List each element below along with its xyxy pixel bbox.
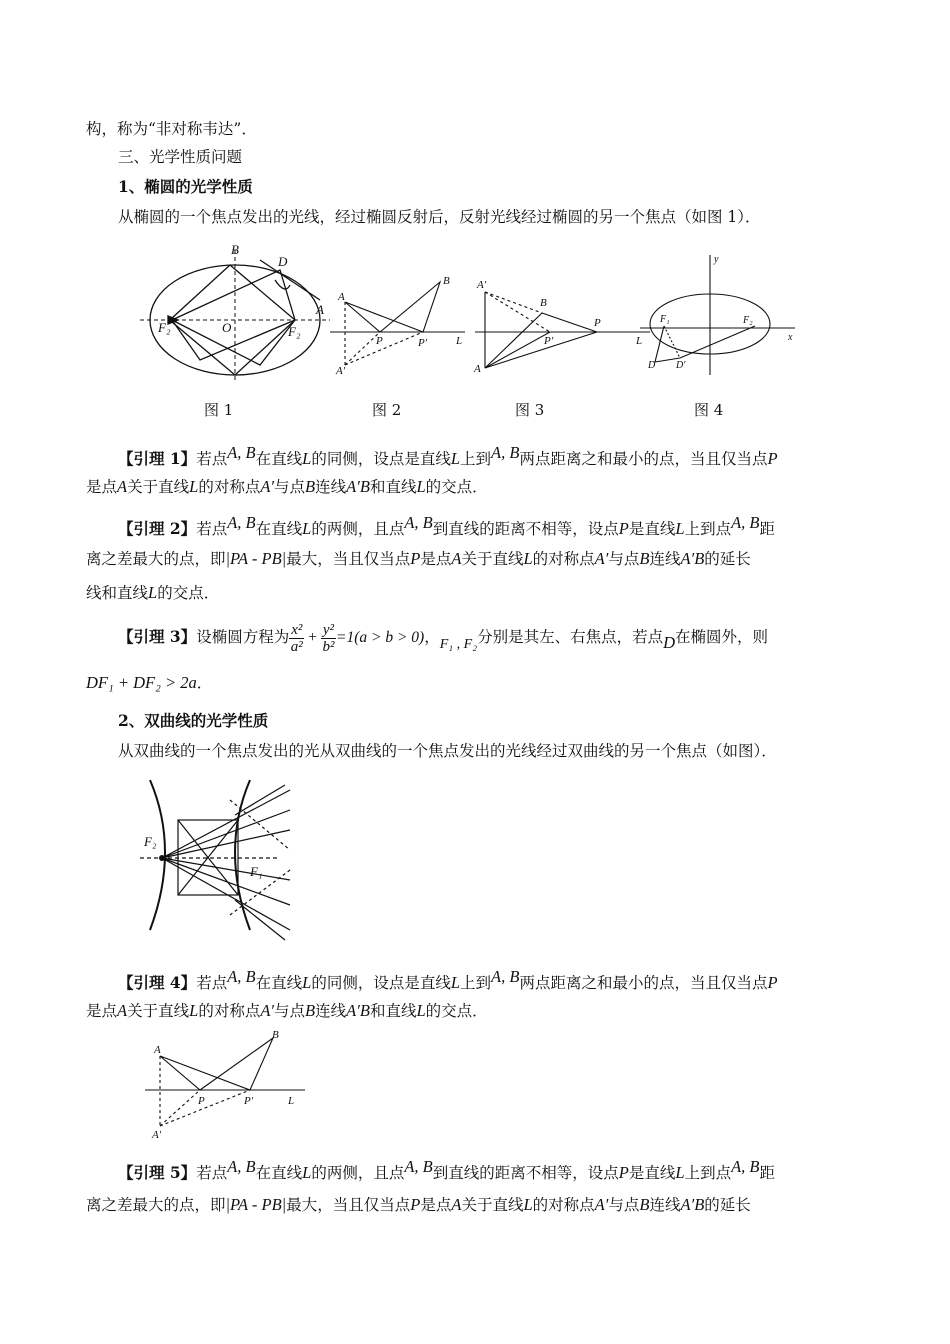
math-p: P — [410, 1195, 421, 1214]
math-l: L — [450, 449, 461, 469]
math-inequality: DF₁ + DF₂ > 2a — [86, 673, 197, 692]
figure-1-ellipse — [140, 250, 330, 380]
text: 与点 — [274, 1002, 306, 1020]
fig1-label-f2-right: F₂ — [288, 324, 301, 339]
text: 分别是其左、右焦点，若点 — [477, 628, 664, 646]
lemma-4-label: 【引理 4】 — [118, 973, 197, 993]
text: 距 — [759, 1164, 776, 1183]
math-a-prime-b: A′B — [346, 1001, 370, 1020]
text: 连线 — [315, 1002, 347, 1020]
text: 上到点 — [684, 1164, 732, 1183]
text: 最大，当且仅当点 — [286, 1196, 411, 1214]
text: 的延长 — [704, 550, 751, 568]
text: 的两侧，且点 — [311, 520, 405, 539]
math-l: L — [189, 477, 199, 496]
fraction-x-over-a — [289, 622, 304, 655]
fig3-label-p: P — [594, 317, 601, 329]
text: 的交点． — [425, 1002, 488, 1020]
text: ． — [196, 674, 213, 692]
text: 到直线的距离不相等，设点 — [432, 520, 619, 539]
figure-3-opposite-side — [475, 292, 650, 368]
math-f1-f2: F₁ , F₂ — [439, 637, 478, 652]
text: 是点 — [420, 1196, 452, 1214]
text: 在直线 — [255, 974, 303, 993]
fig5-label-a-prime: A′ — [152, 1129, 162, 1140]
text: 连线 — [649, 1196, 681, 1214]
math-l: L — [189, 1001, 199, 1020]
math-l: L — [675, 519, 685, 539]
text: 离之差最大的点，即 — [86, 550, 226, 568]
caption-fig-3: 图 3 — [515, 401, 545, 419]
text: 线和直线 — [86, 584, 149, 602]
hyperbola-text: 从双曲线的一个焦点发出的光从双曲线的一个焦点发出的光线经过双曲线的另一个焦点（如图）． — [118, 742, 777, 760]
fig5-label-a: A — [154, 1044, 161, 1056]
caption-fig-2: 图 2 — [372, 401, 402, 419]
math-ab: A, B — [227, 967, 256, 986]
text: 连线 — [315, 478, 347, 496]
text: 距 — [759, 520, 776, 539]
text: 若点 — [196, 450, 228, 469]
math-l: L — [148, 583, 158, 602]
math-p: P — [618, 519, 629, 539]
lemma-1-line-2 — [86, 476, 488, 498]
fig2-label-p-prime: P′ — [418, 337, 428, 349]
text: 连线 — [649, 550, 681, 568]
fig1-label-b: B — [231, 242, 239, 257]
text: 的延长 — [704, 1196, 751, 1214]
math-ab: A, B — [227, 513, 256, 532]
lemma-2-line-3 — [86, 582, 219, 604]
fig1-label-o: O — [222, 320, 232, 335]
math-ab: A, B — [404, 1157, 433, 1176]
math-l: L — [302, 973, 312, 993]
figure-5-same-side — [140, 1028, 310, 1140]
math-p: P — [618, 1163, 629, 1183]
fig4-label-d-prime: D′ — [676, 360, 686, 371]
lemma-5-line-2 — [86, 1194, 751, 1216]
text: 上到 — [460, 974, 492, 993]
lemma-2-line-2 — [86, 548, 751, 570]
text: 的对称点 — [532, 550, 595, 568]
text: 关于直线 — [461, 550, 524, 568]
text: 的对称点 — [198, 1002, 261, 1020]
ellipse-text: 从椭圆的一个焦点发出的光线，经过椭圆反射后，反射光线经过椭圆的另一个焦点（如图 1）． — [118, 208, 761, 226]
math-a-prime: A′ — [594, 1195, 609, 1214]
text: 若点 — [196, 520, 228, 539]
math-ab: A, B — [491, 443, 520, 462]
math-a-prime-b: A′B — [680, 1195, 705, 1214]
math-l: L — [302, 519, 312, 539]
fig4-label-f1: F₁ — [660, 314, 670, 325]
fig4-label-x: x — [788, 332, 793, 343]
text: 关于直线 — [127, 478, 190, 496]
fig1-label-f2-left: F₂ — [158, 320, 171, 335]
math-a-prime: A′ — [594, 549, 609, 568]
math-p: P — [410, 549, 421, 568]
ellipse-heading: 1、椭圆的光学性质 — [118, 177, 253, 196]
math-abs-pa-pb: |PA - PB| — [225, 549, 287, 568]
math-l: L — [416, 1001, 426, 1020]
figures-1-4 — [140, 240, 820, 390]
fig1-label-a: A — [316, 302, 324, 317]
fig5-label-p: P — [198, 1095, 205, 1107]
caption-fig-4: 图 4 — [694, 401, 724, 419]
text: 在直线 — [255, 1164, 303, 1183]
caption-fig-1: 图 1 — [204, 401, 234, 419]
fig2-label-a: A — [338, 291, 345, 303]
equation-tail: =1(a > b > 0) — [336, 629, 425, 646]
math-a: A — [451, 1195, 462, 1214]
text: 与点 — [608, 1196, 640, 1214]
fig4-label-f2: F₂ — [743, 315, 753, 326]
lemma-3-label: 【引理 3】 — [118, 627, 197, 646]
math-l: L — [675, 1163, 685, 1183]
fig2-label-p: P — [376, 335, 383, 347]
lemma-4-line-1 — [118, 966, 778, 994]
math-b: B — [639, 549, 650, 568]
math-ab: A, B — [227, 443, 256, 462]
lemma-5-line-1 — [118, 1156, 775, 1184]
text: 和直线 — [369, 1002, 417, 1020]
math-ab: A, B — [491, 967, 520, 986]
lemma-1-line-1 — [118, 442, 778, 470]
figure-hyperbola — [140, 770, 300, 945]
text: 的同侧，设点是直线 — [311, 450, 451, 469]
math-a-prime-b: A′B — [680, 549, 705, 568]
math-ab: A, B — [731, 1157, 760, 1176]
text: 的对称点 — [198, 478, 261, 496]
text: 在椭圆外，则 — [675, 628, 769, 646]
math-b: B — [639, 1195, 650, 1214]
lemma-2-line-1 — [118, 512, 775, 540]
numerator: y² — [322, 621, 335, 638]
fig5-label-l: L — [288, 1095, 295, 1107]
text: 和直线 — [369, 478, 417, 496]
text: 与点 — [608, 550, 640, 568]
text: 是点 — [86, 1002, 118, 1020]
text: 两点距离之和最小的点，当且仅当点 — [519, 450, 768, 469]
text: 到直线的距离不相等，设点 — [432, 1164, 619, 1183]
fig2-label-a-prime: A′ — [336, 365, 346, 377]
fig3-label-l: L — [636, 335, 643, 347]
text: 两点距离之和最小的点，当且仅当点 — [519, 974, 768, 993]
fig4-label-y: y — [714, 254, 719, 265]
text: 在直线 — [255, 450, 303, 469]
math-l: L — [416, 477, 426, 496]
math-l: L — [302, 449, 312, 469]
text: 的交点． — [425, 478, 488, 496]
math-a-prime: A′ — [260, 1001, 275, 1020]
text: 关于直线 — [127, 1002, 190, 1020]
math-a: A — [117, 477, 128, 496]
math-a: A — [117, 1001, 128, 1020]
section-3-heading: 三、光学性质问题 — [118, 148, 243, 166]
fig5-label-b: B — [272, 1029, 279, 1041]
text: 关于直线 — [461, 1196, 524, 1214]
paragraph-intro-tail: 构，称为“非对称韦达”． — [86, 120, 257, 138]
figure-2-same-side — [330, 282, 465, 365]
fig3-label-a: A — [474, 363, 481, 375]
math-p: P — [767, 449, 778, 469]
math-ab: A, B — [404, 513, 433, 532]
numerator: x² — [291, 621, 303, 638]
text: 的同侧，设点是直线 — [311, 974, 451, 993]
lemma-1-label: 【引理 1】 — [118, 449, 197, 469]
hyperbola-heading: 2、双曲线的光学性质 — [118, 711, 269, 730]
lemma-2-label: 【引理 2】 — [118, 519, 197, 539]
text: 上到 — [460, 450, 492, 469]
math-b: B — [305, 1001, 316, 1020]
text: 若点 — [196, 974, 228, 993]
fig2-label-b: B — [443, 275, 450, 287]
text: 若点 — [196, 1164, 228, 1183]
fig3-label-b: B — [540, 297, 547, 309]
text: 与点 — [274, 478, 306, 496]
text: 离之差最大的点，即 — [86, 1196, 226, 1214]
text: 的对称点 — [532, 1196, 595, 1214]
text: 上到点 — [684, 520, 732, 539]
fig3-label-p-prime: P′ — [544, 335, 554, 347]
denominator: a² — [290, 638, 303, 655]
text: 是直线 — [628, 1164, 676, 1183]
hyper-label-f1: F₁ — [250, 864, 263, 879]
text: 在直线 — [255, 520, 303, 539]
math-ab: A, B — [731, 513, 760, 532]
lemma-3-line-1: 【引理 3】设椭圆方程为 $\frac{\text{x²}}{\text{a²}}$ + $\frac{\text{y²}}{\text{b²}}$ =1(a > b > 0)，F₁ , F₂分别是其左、右焦点，若点D在椭圆外，则 — [118, 621, 769, 655]
math-ab: A, B — [227, 1157, 256, 1176]
math-b: B — [305, 477, 316, 496]
math-a-prime-b: A′B — [346, 477, 370, 496]
text: 最大，当且仅当点 — [286, 550, 411, 568]
fig5-label-p-prime: P′ — [244, 1095, 254, 1107]
math-l: L — [450, 973, 461, 993]
math-l: L — [523, 1195, 533, 1214]
text: 设椭圆方程为 — [196, 628, 290, 646]
math-l: L — [523, 549, 533, 568]
text: 的两侧，且点 — [311, 1164, 405, 1183]
hyper-label-f2: F₂ — [144, 834, 157, 849]
math-abs-pa-pb: |PA - PB| — [225, 1195, 287, 1214]
fig3-label-a-prime: A′ — [477, 279, 487, 291]
math-l: L — [302, 1163, 312, 1183]
math-p: P — [767, 973, 778, 993]
lemma-4-line-2 — [86, 1000, 488, 1022]
text: 的交点． — [157, 584, 220, 602]
text: 是点 — [86, 478, 118, 496]
math-a-prime: A′ — [260, 477, 275, 496]
lemma-3-line-2 — [86, 672, 212, 694]
fig2-label-l: L — [456, 335, 463, 347]
text: 是直线 — [628, 520, 676, 539]
text: 是点 — [420, 550, 452, 568]
fraction-y-over-b — [321, 622, 336, 655]
fig1-label-d: D — [278, 254, 288, 269]
math-d: D — [663, 633, 676, 652]
math-a: A — [451, 549, 462, 568]
text: ， — [424, 628, 440, 646]
denominator: b² — [322, 638, 335, 655]
lemma-5-label: 【引理 5】 — [118, 1163, 197, 1183]
fig4-label-d: D — [648, 360, 656, 371]
